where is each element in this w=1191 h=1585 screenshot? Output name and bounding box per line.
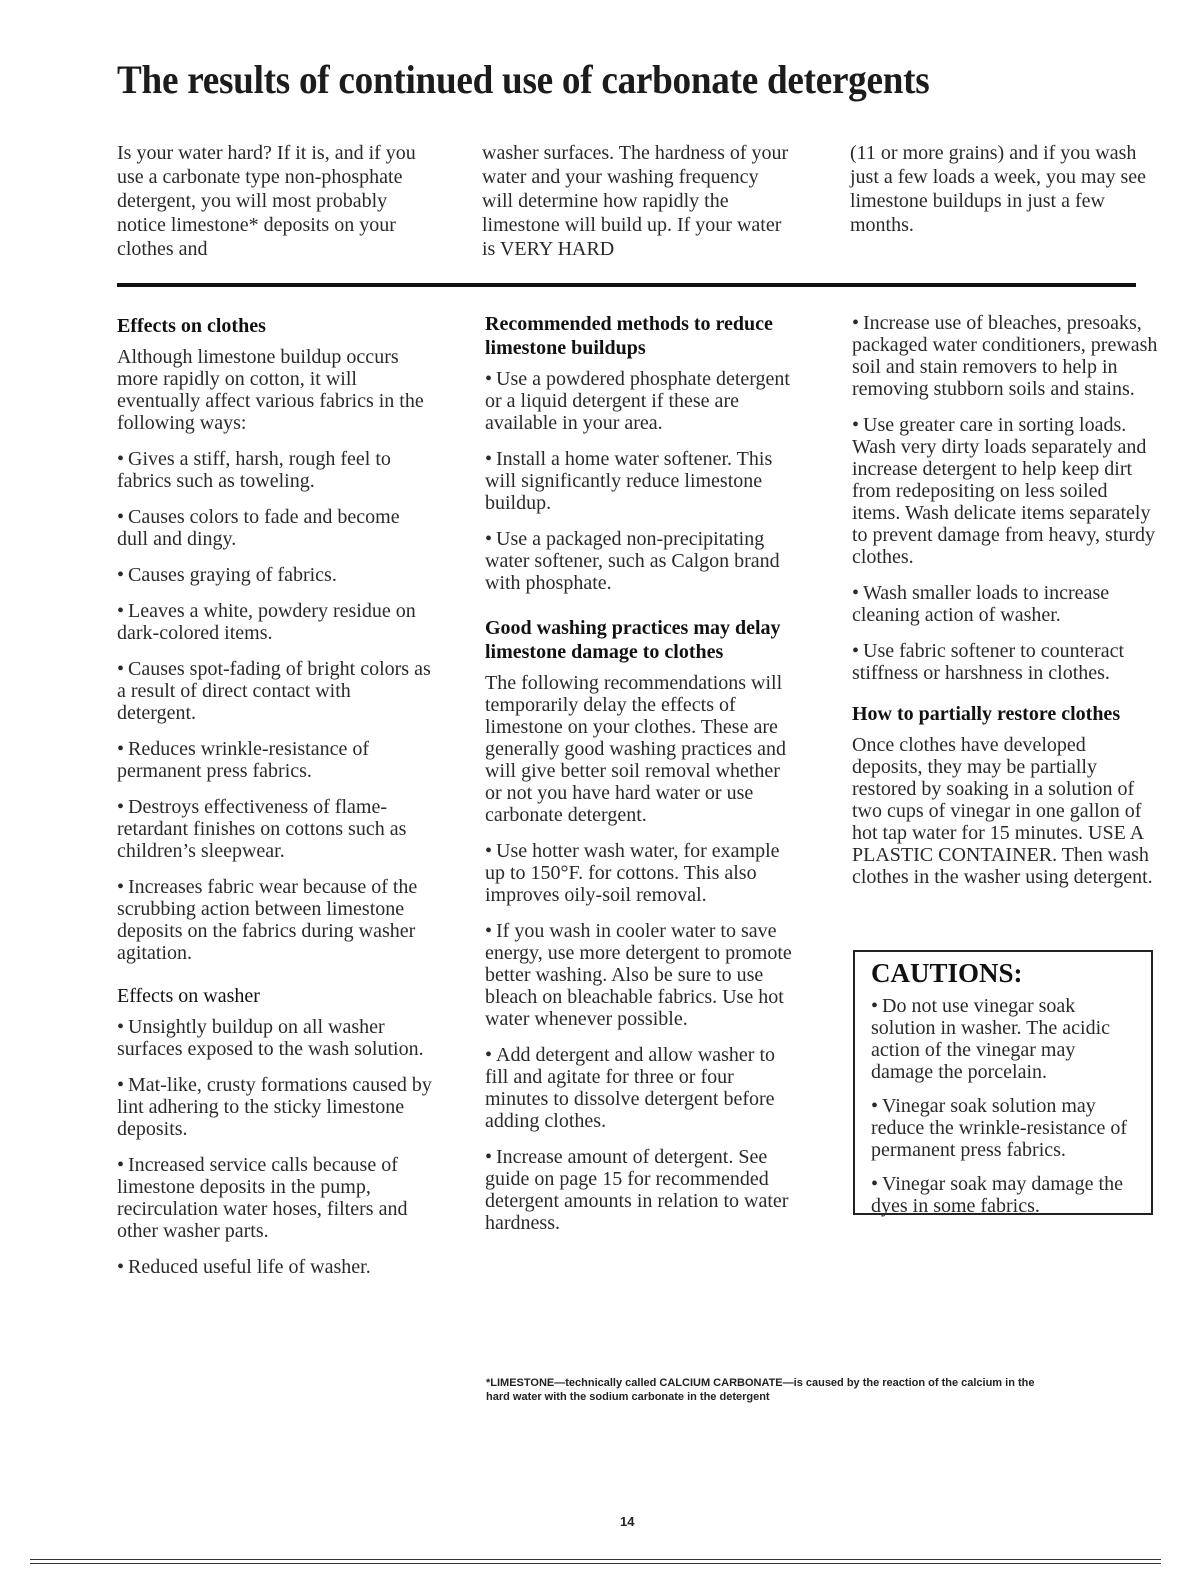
list-item: • Do not use vinegar soak solution in washer. The acidic action of the vinegar may damage the porcelain. — [871, 995, 1111, 1083]
bullet-icon: • — [485, 448, 493, 470]
list-item: • Reduced useful life of washer. — [117, 1256, 371, 1278]
list-item: • Use greater care in sorting loads. Wash very dirty loads separately and increase detergent to help keep dirt from redepositing on less soiled items. Wash delicate items separately to prevent damage from heavy, sturdy clothes. — [852, 414, 1156, 568]
column-right — [852, 312, 1158, 888]
bullet-icon: • — [117, 1256, 125, 1278]
list-item: • Vinegar soak solution may reduce the wrinkle-resistance of permanent press fabrics. — [871, 1095, 1127, 1161]
section-heading: Recommended methods to reduce limestone buildups — [485, 313, 773, 359]
effects-on-clothes-section — [117, 314, 432, 964]
list-item: • Causes colors to fade and become dull and dingy. — [117, 506, 400, 550]
bottom-divider — [30, 1563, 1161, 1564]
bullet-icon: • — [117, 738, 125, 760]
bullet-icon: • — [485, 1146, 493, 1168]
bullet-icon: • — [871, 1173, 879, 1195]
good-washing-practices-section — [485, 616, 800, 1234]
list-item: • Use hotter wash water, for example up to 150°F. for cottons. This also improves oily-soil removal. — [485, 840, 780, 906]
list-item: • Leaves a white, powdery residue on dark-colored items. — [117, 600, 416, 644]
list-item: • Install a home water softener. This will significantly reduce limestone buildup. — [485, 448, 773, 514]
list-item: • Mat-like, crusty formations caused by lint adhering to the sticky limestone deposits. — [117, 1074, 432, 1140]
bullet-icon: • — [871, 1095, 879, 1117]
list-item: • Use a powdered phosphate detergent or a liquid detergent if these are available in your area. — [485, 368, 790, 434]
list-item: • Reduces wrinkle-resistance of permanent press fabrics. — [117, 738, 370, 782]
bullet-icon: • — [485, 920, 493, 942]
footnote — [486, 1376, 1046, 1404]
list-item: • Use a packaged non-precipitating water softener, such as Calgon brand with phosphate. — [485, 528, 780, 594]
list-item: • Vinegar soak may damage the dyes in some fabrics. — [871, 1173, 1123, 1217]
list-item: • Wash smaller loads to increase cleaning action of washer. — [852, 582, 1110, 626]
list-item: • Causes graying of fabrics. — [117, 564, 337, 586]
bullet-icon: • — [871, 995, 879, 1017]
list-item: • Destroys effectiveness of flame-retardant finishes on cottons such as children’s sleepwear. — [117, 796, 407, 862]
restore-clothes-section — [852, 702, 1158, 888]
list-item: • Causes spot-fading of bright colors as a result of direct contact with detergent. — [117, 658, 431, 724]
bullet-icon: • — [117, 1016, 125, 1038]
recommended-methods-section — [485, 312, 800, 594]
list-item: • Use fabric softener to counteract stiffness or harshness in clothes. — [852, 640, 1125, 684]
cautions-heading: CAUTIONS: — [871, 958, 1023, 988]
section-intro: The following recommendations will temporarily delay the effects of limestone on your clothes. These are generally good washing practices and will give better soil removal whether or not you have hard water or use carbonate detergent. — [485, 672, 787, 826]
bullet-icon: • — [117, 506, 125, 528]
list-item: • Gives a stiff, harsh, rough feel to fabrics such as toweling. — [117, 448, 391, 492]
bullet-icon: • — [117, 448, 125, 470]
bullet-icon: • — [117, 1154, 125, 1176]
bullet-icon: • — [852, 414, 860, 436]
intro-column-3 — [850, 141, 1155, 237]
list-item: • Increase use of bleaches, presoaks, packaged water conditioners, prewash soil and stain removers to help in removing stubborn soils and stains. — [852, 312, 1158, 400]
section-heading: How to partially restore clothes — [852, 703, 1121, 725]
bullet-icon: • — [852, 640, 860, 662]
bottom-divider — [30, 1559, 1161, 1560]
bullet-icon: • — [485, 1044, 493, 1066]
intro-column-2 — [482, 141, 792, 261]
effects-on-washer-section — [117, 984, 432, 1278]
page-number: 14 — [620, 1514, 635, 1529]
cautions-box — [853, 950, 1153, 1215]
section-divider — [117, 283, 1136, 287]
bullet-icon: • — [485, 368, 493, 390]
section-heading: Effects on washer — [117, 985, 260, 1007]
intro-column-1 — [117, 141, 417, 261]
column-left — [117, 314, 432, 1292]
section-heading: Effects on clothes — [117, 315, 266, 337]
bullet-icon: • — [485, 840, 493, 862]
bullet-icon: • — [117, 600, 125, 622]
footnote-text: *LIMESTONE—technically called CALCIUM CARBONATE—is caused by the reaction of the calcium in the hard water with the sodium carbonate in the detergent — [486, 1377, 1035, 1403]
list-item: • Add detergent and allow washer to fill and agitate for three or four minutes to dissolve detergent before adding clothes. — [485, 1044, 776, 1132]
column-middle — [485, 312, 800, 1248]
intro-paragraph: Is your water hard? If it is, and if you use a carbonate type non-phosphate detergent, you will most probably notice limestone* deposits on your clothes and — [117, 142, 416, 260]
list-item: • Increase amount of detergent. See guide on page 15 for recommended detergent amounts in relation to water hardness. — [485, 1146, 789, 1234]
bullet-icon: • — [117, 564, 125, 586]
list-item: • If you wash in cooler water to save energy, use more detergent to promote better washing. Also be sure to use bleach on bleachable fabrics. Use hot water whenever possible. — [485, 920, 792, 1030]
list-item: • Unsightly buildup on all washer surfaces exposed to the wash solution. — [117, 1016, 424, 1060]
bullet-icon: • — [852, 312, 860, 334]
good-washing-practices-continued — [852, 312, 1158, 684]
bullet-icon: • — [117, 796, 125, 818]
bullet-icon: • — [117, 876, 125, 898]
section-intro: Although limestone buildup occurs more rapidly on cotton, it will eventually affect various fabrics in the following ways: — [117, 346, 424, 434]
section-text: Once clothes have developed deposits, they may be partially restored by soaking in a solution of two cups of vinegar in one gallon of hot tap water for 15 minutes. USE A PLASTIC CONTAINER. Then wash clothes in the washer using detergent. — [852, 734, 1153, 888]
page-title: The results of continued use of carbonate detergents — [117, 57, 930, 102]
list-item: • Increased service calls because of limestone deposits in the pump, recirculation water hoses, filters and other washer parts. — [117, 1154, 408, 1242]
bullet-icon: • — [117, 1074, 125, 1096]
bullet-icon: • — [852, 582, 860, 604]
bullet-icon: • — [117, 658, 125, 680]
list-item: • Increases fabric wear because of the scrubbing action between limestone deposits on the fabrics during washer agitation. — [117, 876, 418, 964]
intro-paragraph: (11 or more grains) and if you wash just a few loads a week, you may see limestone buildups in just a few months. — [850, 142, 1147, 236]
intro-paragraph: washer surfaces. The hardness of your water and your washing frequency will determine how rapidly the limestone will build up. If your water is VERY HARD — [482, 142, 789, 260]
section-heading: Good washing practices may delay limestone damage to clothes — [485, 617, 781, 663]
bullet-icon: • — [485, 528, 493, 550]
